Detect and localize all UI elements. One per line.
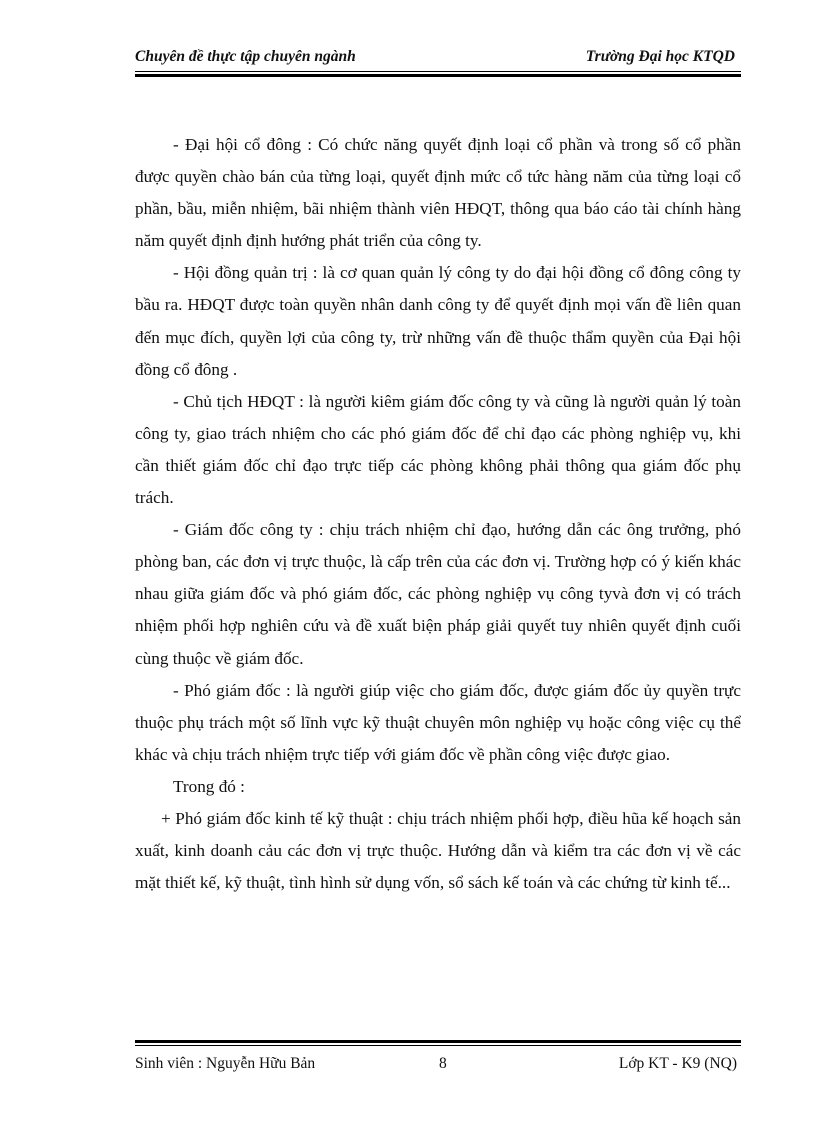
footer-divider-thick [135,1040,741,1043]
footer-page-number: 8 [439,1055,447,1072]
paragraph-in-which: Trong đó : [173,776,245,796]
footer-student-name: Sinh viên : Nguyễn Hữu Bản [135,1055,316,1072]
header-university-name: Trường Đại học KTQD [585,48,735,65]
paragraph-shareholders-meeting: - Đại hội cổ đông : Có chức năng quyết định loại cổ phần và trong số cổ phần được quyền chào bán của từng loại, quyết định mức cổ tức hàng năm của từng loại cổ phần, bầu, miễn nhiệm, bãi nhiệm thành viên HĐQT, thông qua báo cáo tài chính hàng năm quyết định định hướng phát triển của công ty. [135,135,741,251]
paragraph-general-director: - Giám đốc công ty : chịu trách nhiệm chỉ đạo, hướng dẫn các ông trưởng, phó phòng ban, các đơn vị trực thuộc, là cấp trên của các đơn vị. Trường hợp có ý kiến khác nhau giữa giám đốc và phó giám đốc, các phòng nghiệp vụ công tyvà đơn vị có trách nhiệm phối hợp nghiên cứu và đề xuất biện pháp giải quyết tuy nhiên quyết định cuối cùng thuộc về giám đốc. [135,520,741,668]
header-document-title: Chuyên đề thực tập chuyên ngành [135,48,356,65]
footer-class-name: Lớp KT - K9 (NQ) [618,1055,737,1072]
header-divider-thick [135,74,741,77]
footer-divider-thin [135,1045,741,1046]
paragraph-deputy-director-economic-technical: + Phó giám đốc kinh tế kỹ thuật : chịu trách nhiệm phối hợp, điều hũa kế hoạch sản xuất, kinh doanh cảu các đơn vị trực thuộc. Hướng dẫn và kiểm tra các đơn vị về các mặt thiết kế, kỹ thuật, tình hình sử dụng vốn, sổ sách kế toán và các chứng từ kinh tế... [135,808,741,893]
page-body [135,129,741,899]
paragraph-board-of-directors: - Hội đồng quản trị : là cơ quan quản lý công ty do đại hội đồng cổ đông công ty bầu ra. HĐQT được toàn quyền nhân danh công ty để quyết định mọi vấn đề liên quan đến mục đích, quyền lợi của công ty, trừ những vấn đề thuộc thẩm quyền của Đại hội đồng cổ đông . [135,263,741,379]
paragraph-deputy-director: - Phó giám đốc : là người giúp việc cho giám đốc, được giám đốc ủy quyền trực thuộc phụ trách một số lĩnh vực kỹ thuật chuyên môn nghiệp vụ hoặc công việc cụ thể khác và chịu trách nhiệm trực tiếp với giám đốc về phần công việc được giao. [135,680,741,764]
paragraph-board-chairman: - Chủ tịch HĐQT : là người kiêm giám đốc công ty và cũng là người quản lý toàn công ty, giao trách nhiệm cho các phó giám đốc để chỉ đạo các phòng nghiệp vụ, khi cần thiết giám đốc chỉ đạo trực tiếp các phòng không phải thông qua giám đốc phụ trách. [135,391,741,508]
header-divider-thin [135,71,741,72]
page-footer [135,1055,741,1077]
page-header [135,48,741,70]
